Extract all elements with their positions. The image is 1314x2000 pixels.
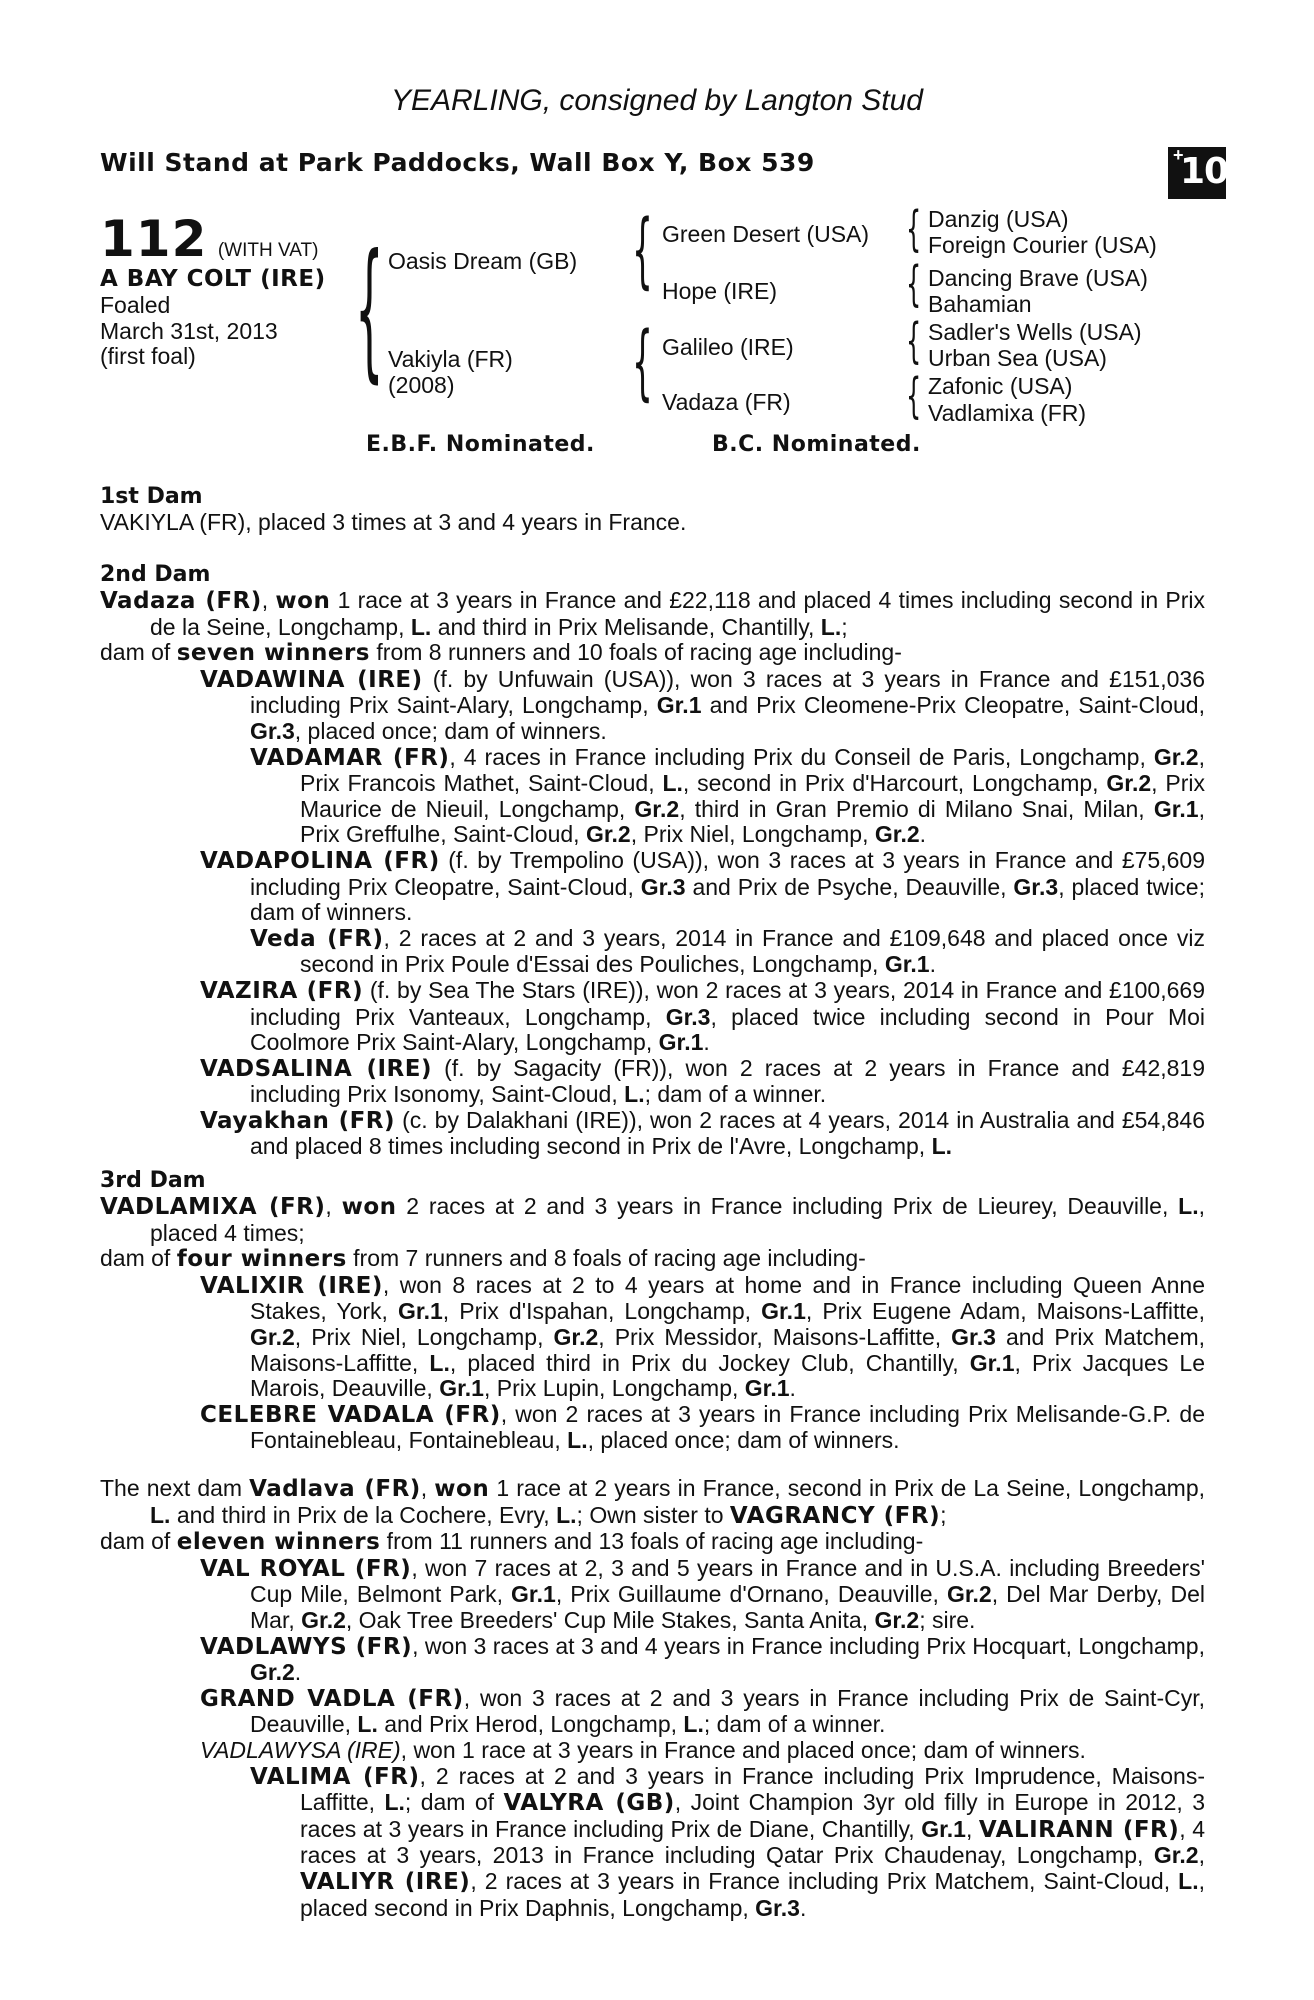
produce-celebre-vadala: CELEBRE VADALA (FR), won 2 races at 3 years in France including Prix Melisande-G.P. de Fontainebleau, Fontainebleau, L., placed once; dam of winners. <box>200 1400 1205 1454</box>
vat-note: (WITH VAT) <box>217 240 319 261</box>
pedigree-gen3-3: Dancing Brave (USA) <box>928 265 1148 291</box>
pedigree-gen3-4: Bahamian <box>928 291 1032 317</box>
brace-gen3-2: { <box>906 256 922 312</box>
second-dam-text: Vadaza (FR), won 1 race at 3 years in France and £22,118 and placed 4 times including second in Prix de la Seine, Longchamp, L. and third in Prix Melisande, Chantilly, L.; <box>100 587 1205 640</box>
brace-sire-line: { <box>632 203 653 298</box>
pedigree-sire: Oasis Dream (GB) <box>388 248 578 274</box>
second-dam-heading: 2nd Dam <box>100 562 211 587</box>
brace-gen3-1: { <box>906 201 922 257</box>
pedigree-gen2-1: Green Desert (USA) <box>662 221 870 247</box>
badge-plus-mark: + <box>1173 145 1184 165</box>
produce-valixir: VALIXIR (IRE), won 8 races at 2 to 4 years at home and in France including Queen Anne Stakes, York, Gr.1, Prix d'Ispahan, Longchamp, Gr.1, Prix Eugene Adam, Maisons-Laffitte, Gr.2, Prix Niel, Longchamp, Gr.2, Prix Messidor, Maisons-Laffitte, Gr.3 and Prix Matchem, Maisons-Laffitte, L., placed third in Prix du Jockey Club, Chantilly, Gr.1, Prix Jacques Le Marois, Deauville, Gr.1, Prix Lupin, Longchamp, Gr.1. <box>200 1271 1206 1402</box>
lot-title: A BAY COLT (IRE) <box>100 266 326 292</box>
third-dam-text: VADLAMIXA (FR), won 2 races at 2 and 3 years in France including Prix de Lieurey, Deauville, L., placed 4 times; <box>100 1193 1205 1246</box>
produce-valima: VALIMA (FR), 2 races at 2 and 3 years in France including Prix Imprudence, Maisons-Laffitte, L.; dam of VALYRA (GB), Joint Champion 3yr old filly in Europe in 2012, 3 races at 3 years in France including Prix de Diane, Chantilly, Gr.1, VALIRANN (FR), 4 races at 3 years, 2013 in France including Qatar Prix Chaudenay, Longchamp, Gr.2, VALIYR (IRE), 2 races at 3 years in France including Prix Matchem, Saint-Cloud, L., placed second in Prix Daphnis, Longchamp, Gr.3. <box>250 1762 1206 1921</box>
second-dam-section <box>100 562 1205 1160</box>
pedigree-gen3-2: Foreign Courier (USA) <box>928 232 1157 258</box>
second-dam-produce-intro: dam of seven winners from 8 runners and 10 foals of racing age including- <box>100 639 902 667</box>
pedigree-gen2-2: Hope (IRE) <box>662 278 778 304</box>
stand-line: Will Stand at Park Paddocks, Wall Box Y, Box 539 <box>100 148 815 177</box>
produce-vayakhan: Vayakhan (FR) (c. by Dalakhani (IRE)), won 2 races at 4 years, 2014 in Australia and £54,846 and placed 8 times including second in Prix de l'Avre, Longchamp, L. <box>200 1106 1205 1160</box>
ebf-nominated: E.B.F. Nominated. <box>366 432 595 457</box>
consignor-line: YEARLING, consigned by Langton Stud <box>390 84 923 117</box>
next-dam-text: The next dam Vadlava (FR), won 1 race at 2 years in France, second in Prix de La Seine, Longchamp, L. and third in Prix de la Cochere, Evry, L.; Own sister to VAGRANCY (FR); <box>100 1475 1205 1529</box>
brace-sire-dam: { <box>355 223 384 397</box>
produce-vadlawys: VADLAWYS (FR), won 3 races at 3 and 4 years in France including Prix Hocquart, Longchamp, Gr.2. <box>200 1632 1205 1686</box>
produce-veda: Veda (FR), 2 races at 2 and 3 years, 2014 in France and £109,648 and placed once viz second in Prix Poule d'Essai des Pouliches, Longchamp, Gr.1. <box>250 924 1205 978</box>
third-dam-section <box>100 1168 1205 1454</box>
brace-gen3-4: { <box>906 368 922 424</box>
foaled-date: March 31st, 2013 <box>100 317 278 344</box>
produce-vadamar: VADAMAR (FR), 4 races in France including Prix du Conseil de Paris, Longchamp, Gr.2, Prix Francois Mathet, Saint-Cloud, L., second in Prix d'Harcourt, Longchamp, Gr.2, Prix Maurice de Nieuil, Longchamp, Gr.2, third in Gran Premio di Milano Snai, Milan, Gr.1, Prix Greffulhe, Saint-Cloud, Gr.2, Prix Niel, Longchamp, Gr.2. <box>250 743 1205 848</box>
lot-info <box>100 210 326 370</box>
first-dam-section <box>100 484 1205 536</box>
pedigree-dam: Vakiyla (FR) <box>388 346 513 372</box>
brace-gen3-3: { <box>906 313 922 369</box>
pedigree-gen3-8: Vadlamixa (FR) <box>928 400 1087 426</box>
produce-vadsalina: VADSALINA (IRE) (f. by Sagacity (FR)), won 2 races at 2 years in France and £42,819 including Prix Isonomy, Saint-Cloud, L.; dam of a winner. <box>200 1054 1205 1108</box>
pedigree-gen3-6: Urban Sea (USA) <box>928 345 1107 371</box>
produce-vadapolina: VADAPOLINA (FR) (f. by Trempolino (USA)), won 3 races at 3 years in France and £75,609 including Prix Cleopatre, Saint-Cloud, Gr.3 and Prix de Psyche, Deauville, Gr.3, placed twice; dam of winners. <box>200 846 1205 926</box>
produce-vadawina: VADAWINA (IRE) (f. by Unfuwain (USA)), won 3 races at 3 years in France and £151,036 including Prix Saint-Alary, Longchamp, Gr.1 and Prix Cleomene-Prix Cleopatre, Saint-Cloud, Gr.3, placed once; dam of winners. <box>200 665 1205 744</box>
first-foal-note: (first foal) <box>100 343 196 370</box>
produce-vadlawysa: VADLAWYSA (IRE), won 1 race at 3 years in France and placed once; dam of winners. <box>200 1736 1086 1763</box>
pedigree-gen3-1: Danzig (USA) <box>928 206 1069 232</box>
first-dam-heading: 1st Dam <box>100 484 203 509</box>
pedigree-gen3-5: Sadler's Wells (USA) <box>928 319 1142 345</box>
third-dam-heading: 3rd Dam <box>100 1168 206 1193</box>
brace-dam-line: { <box>632 315 653 410</box>
pedigree-gen2-4: Vadaza (FR) <box>662 389 791 415</box>
lot-number-badge <box>1168 145 1229 199</box>
third-dam-produce-intro: dam of four winners from 7 runners and 8 foals of racing age including- <box>100 1245 866 1273</box>
next-dam-section <box>100 1476 1205 1921</box>
badge-number: 10 <box>1180 151 1229 192</box>
pedigree-gen2-3: Galileo (IRE) <box>662 334 794 360</box>
next-dam-produce-intro: dam of eleven winners from 11 runners and 13 foals of racing age including- <box>100 1528 924 1556</box>
bc-nominated: B.C. Nominated. <box>712 432 921 457</box>
produce-val-royal: VAL ROYAL (FR), won 7 races at 2, 3 and 5 years in France and in U.S.A. including Breeders' Cup Mile, Belmont Park, Gr.1, Prix Guillaume d'Ornano, Deauville, Gr.2, Del Mar Derby, Del Mar, Gr.2, Oak Tree Breeders' Cup Mile Stakes, Santa Anita, Gr.2; sire. <box>200 1554 1205 1633</box>
produce-vazira: VAZIRA (FR) (f. by Sea The Stars (IRE)), won 2 races at 3 years, 2014 in France and £100,669 including Prix Vanteaux, Longchamp, Gr.3, placed twice including second in Pour Moi Coolmore Prix Saint-Alary, Longchamp, Gr.1. <box>200 976 1206 1056</box>
pedigree-dam-year: (2008) <box>388 372 455 398</box>
produce-grand-vadla: GRAND VADLA (FR), won 3 races at 2 and 3 years in France including Prix de Saint-Cyr, Deauville, L. and Prix Herod, Longchamp, L.; dam of a winner. <box>200 1684 1205 1738</box>
first-dam-text: VAKIYLA (FR), placed 3 times at 3 and 4 years in France. <box>100 509 687 535</box>
pedigree-gen3-7: Zafonic (USA) <box>928 373 1073 399</box>
lot-number: 112 <box>100 210 208 268</box>
foaled-label: Foaled <box>100 292 171 318</box>
